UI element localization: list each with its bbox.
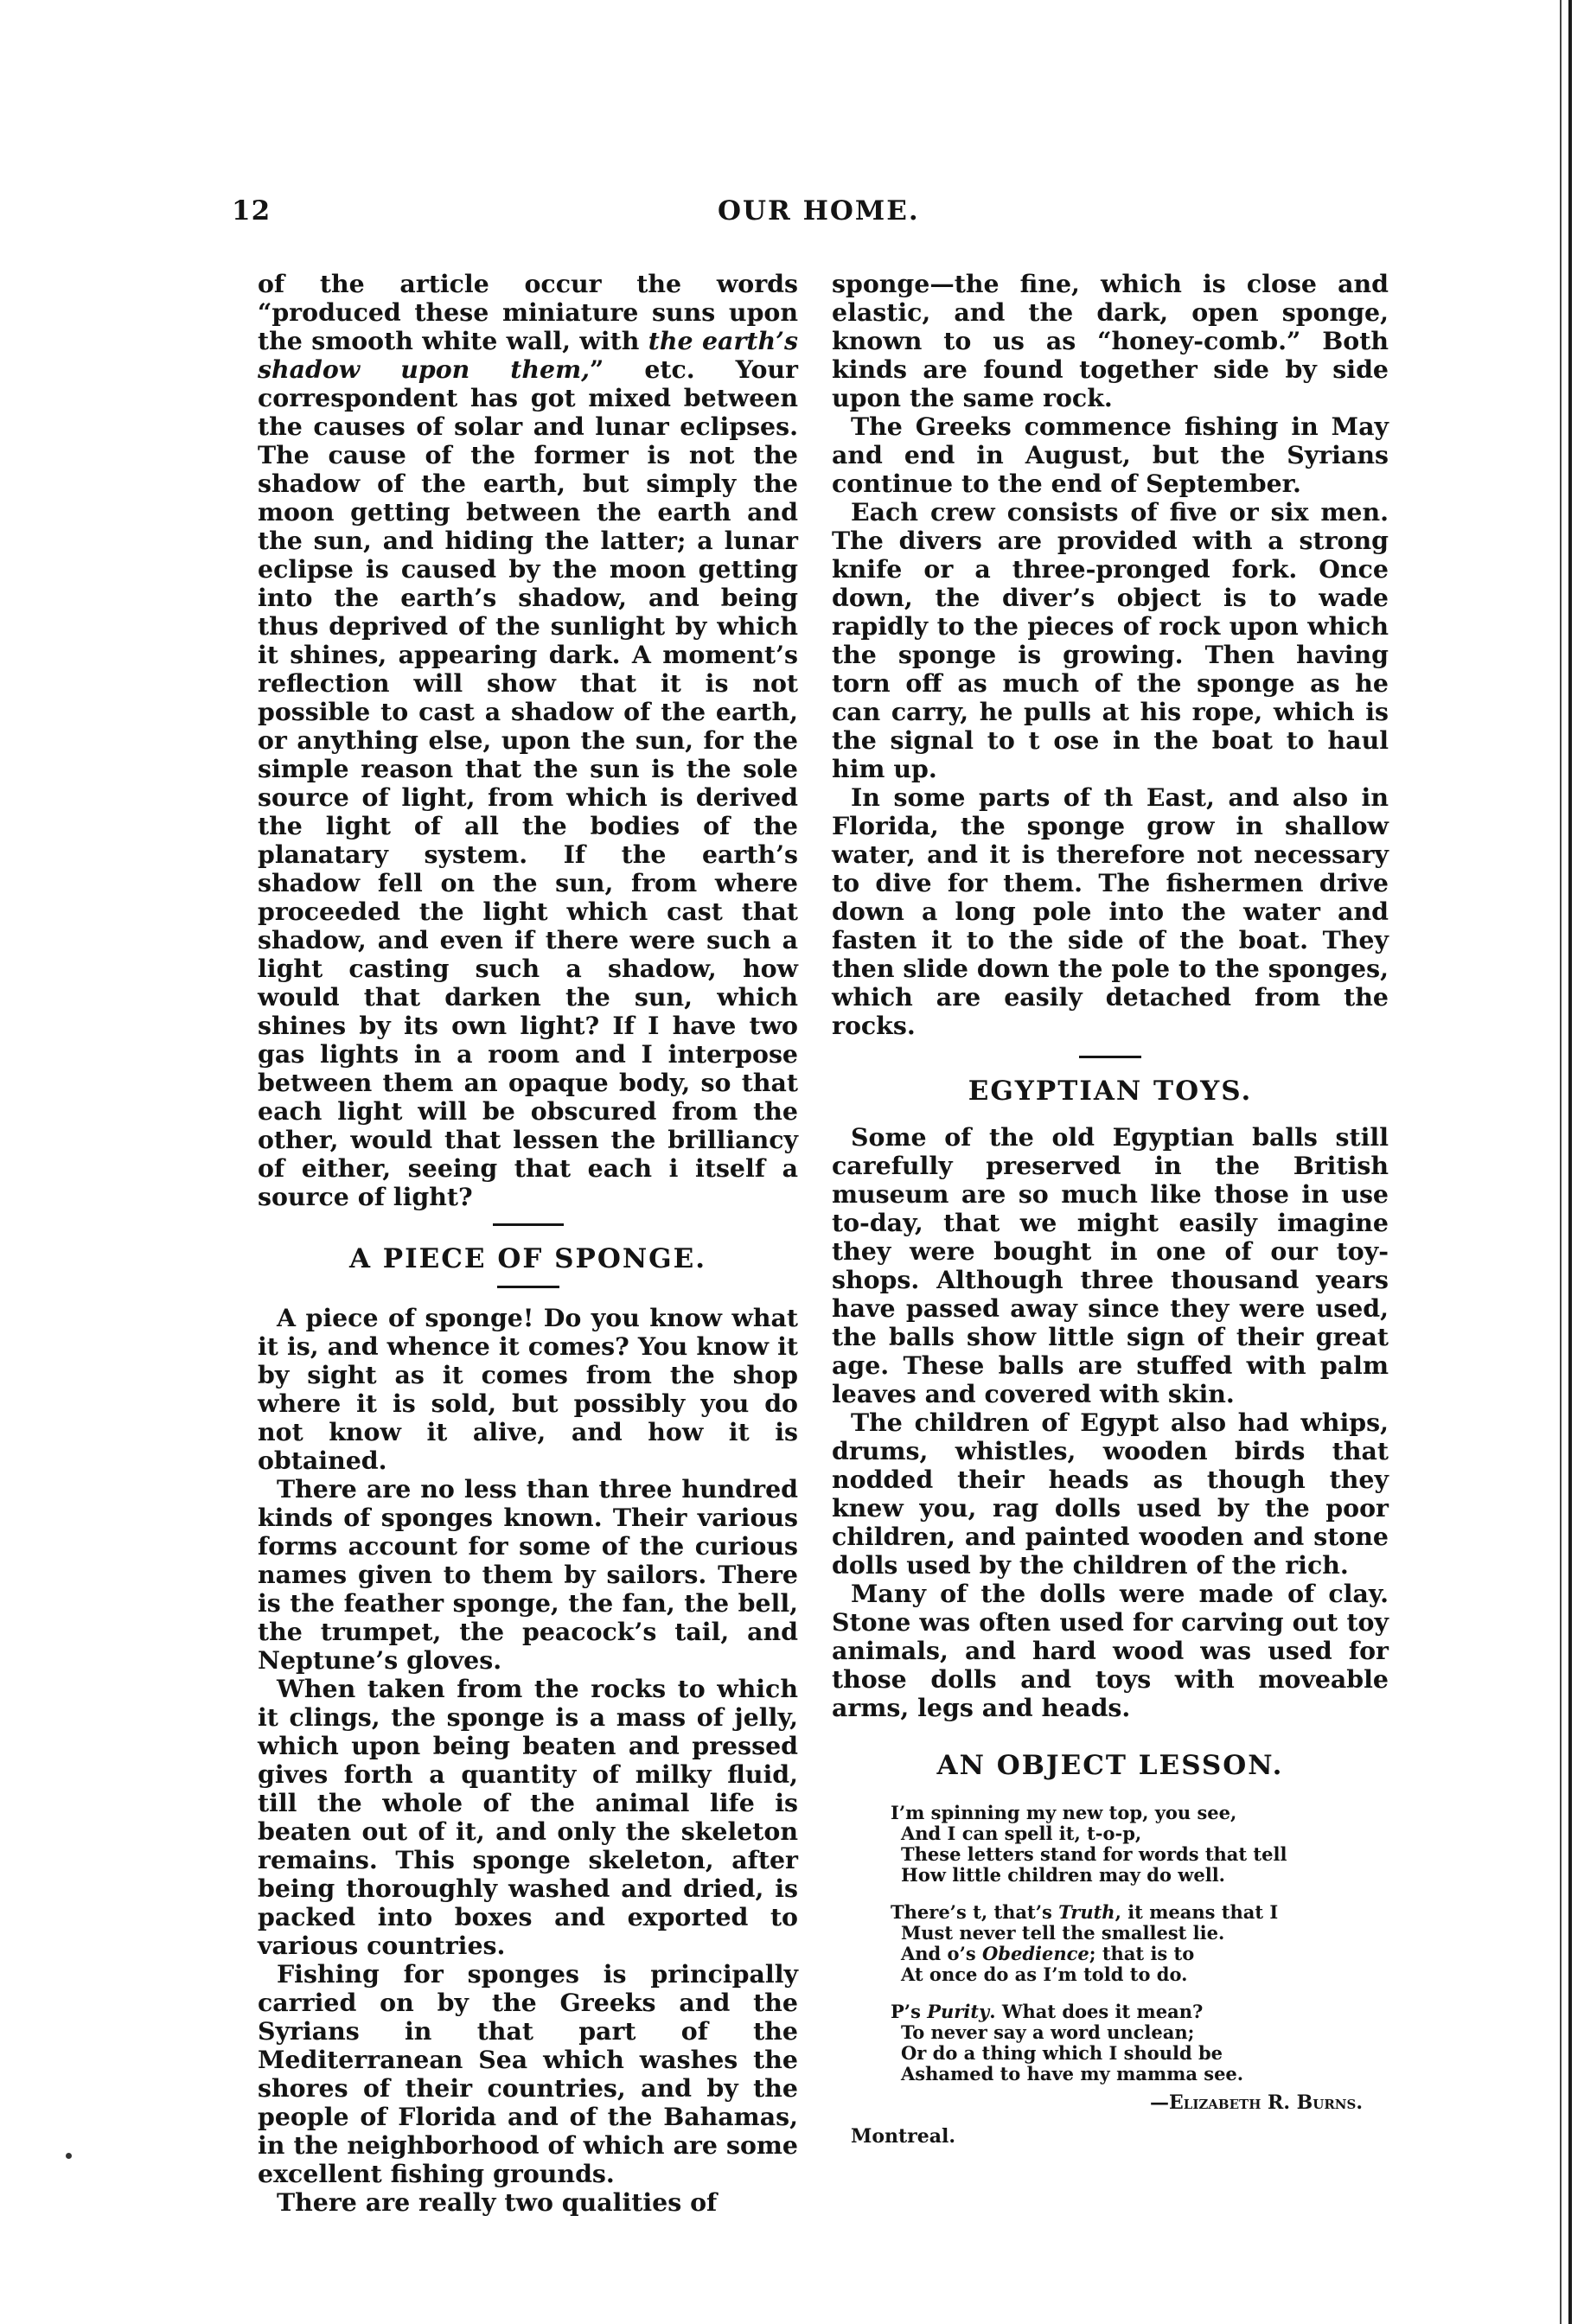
intro-paragraph [258,270,798,1211]
poem-line: These letters stand for words that tell [901,1843,1287,1865]
intro-text-end: ” etc. Your correspondent has got mixed between the causes of solar and lunar eclipses. The cause of the former is not the shadow of the earth, but simply the moon getting between the earth and the sun, and hiding the latter; a lunar eclipse is caused by the moon getting into the earth’s shadow, and being thus deprived of the sunlight by which it shines, appearing dark. A moment’s reflection will show that it is not possible to cast a shadow of the earth, or anything else, upon the sun, for the simple reason that the sun is the sole source of light, from which is derived the light of all the bodies of the planatary system. If the earth’s shadow fell on the sun, from where proceeded the light which cast that shadow, and even if there were such a light casting such a shadow, how would that darken the sun, which shines by its own light? If I have two gas lights in a room and I interpose between them an opaque body, so that each light will be obscured from the other, would that lessen the brilliancy of either, seeing that each i itself a source of light? [258,354,798,1211]
page-edge-thin-rule [1560,0,1562,2324]
poem-stanza [891,1803,1389,1886]
poem-line: Or do a thing which I should be [901,2042,1223,2064]
running-title: OUR HOME. [718,195,920,227]
page-edge-rule [1568,0,1572,2324]
poem-stanza [891,2002,1389,2085]
section-divider [1079,1056,1141,1058]
sponge-paragraph: A piece of sponge! Do you know what it is, and whence it comes? You know it by sight as it comes from the shop where it is sold, but possibly you do not know it alive, and how it is obtained. [258,1303,798,1475]
poem-text: , it means that I [1115,1901,1279,1923]
poem-text: And o’s [901,1943,983,1964]
poem-text: P’s [891,2001,928,2022]
poem-line [891,1944,1389,1964]
intro-text-italic: the earth’s shadow upon them, [258,326,798,384]
ink-speck [66,2153,72,2159]
poem-line: How little children may do well. [901,1864,1225,1886]
toys-paragraph: Many of the dolls were made of clay. Stone was often used for carving out toy animals, and hard wood was used for those dolls and toys with moveable arms, legs and heads. [832,1579,1389,1722]
section-divider [493,1223,564,1226]
heading-underline [497,1286,559,1288]
page-number: 12 [232,195,271,227]
poem-line: At once do as I’m told to do. [901,1963,1188,1985]
left-column [258,270,798,2217]
poem-text: There’s t, that’s [891,1901,1059,1923]
sponge-paragraph: Fishing for sponges is principally carried on by the Greeks and the Syrians in that part of the Mediterranean Sea which washes the shores of their countries, and by the people of Florida and of the Bahamas, in the neighborhood of which are some excellent fishing grounds. [258,1959,798,2188]
poem-italic-word: Truth [1058,1901,1115,1923]
right-column [832,270,1389,2151]
poem-signature: —Elizabeth R. Burns. [1150,2091,1363,2114]
sponge-paragraph: When taken from the rocks to which it clings, the sponge is a mass of jelly, which upon being beaten and pressed gives forth a quantity of milky fluid, till the whole of the animal life is beaten out of it, and only the skeleton remains. This sponge skeleton, after being thoroughly washed and dried, is packed into boxes and exported to various countries. [258,1674,798,1960]
sponge-continued-paragraph: sponge—the fine, which is close and elastic, and the dark, open sponge, known to us as “honey-comb.” Both kinds are found together side by side upon the same rock. [832,269,1389,412]
sponge-continued-paragraph: Each crew consists of five or six men. The divers are provided with a strong knife or a three-pronged fork. Once down, the diver’s object is to wade rapidly to the pieces of rock upon which the sponge is growing. Then having torn off as much of the sponge as he can carry, he pulls at his rope, which is the signal to t ose in the boat to haul him up. [832,497,1389,783]
poem-line: And I can spell it, t-o-p, [901,1823,1142,1844]
poem-italic-word: Purity [927,2001,990,2022]
sponge-heading: A PIECE OF SPONGE. [348,1243,707,1274]
toys-heading: EGYPTIAN TOYS. [968,1076,1253,1107]
poem-text: . What does it mean? [989,2001,1204,2022]
poem-italic-word: Obedience [982,1943,1089,1964]
poem-place: Montreal. [851,2125,956,2148]
object-lesson-poem [891,1803,1389,2085]
sponge-continued-paragraph: In some parts of th East, and also in Florida, the sponge grow in shallow water, and it is therefore not necessary to dive for them. The fishermen drive down a long pole into the water and fasten it to the side of the boat. They then slide down the pole to the sponges, which are easily detached from the rocks. [832,782,1389,1040]
poem-line: Ashamed to have my mamma see. [901,2063,1244,2085]
lesson-heading: AN OBJECT LESSON. [936,1750,1284,1781]
poem-line: I’m spinning my new top, you see, [891,1802,1237,1823]
sponge-continued-paragraph: The Greeks commence fishing in May and end in August, but the Syrians continue to the end of September. [832,412,1389,498]
poem-stanza [891,1902,1389,1985]
toys-paragraph: The children of Egypt also had whips, drums, whistles, wooden birds that nodded their heads as though they knew you, rag dolls used by the poor children, and painted wooden and stone dolls used by the children of the rich. [832,1408,1389,1580]
toys-paragraph: Some of the old Egyptian balls still carefully preserved in the British museum are so much like those in use to-day, that we might easily imagine they were bought in one of our toy-shops. Although three thousand years have passed away since they were used, the balls show little sign of their great age. These balls are stuffed with palm leaves and covered with skin. [832,1122,1389,1408]
poem-line [891,2002,1389,2022]
intro-text-start: of the article occur the words “produced these miniature suns upon the smooth white wall, with [258,269,798,355]
poem-text: ; that is to [1089,1943,1195,1964]
poem-line: Must never tell the smallest lie. [901,1922,1225,1944]
sponge-paragraph: There are really two qualities of [277,2187,718,2217]
sponge-paragraph: There are no less than three hundred kinds of sponges known. Their various forms account for some of the curious names given to them by sailors. There is the feather sponge, the fan, the bell, the trumpet, the peacock’s tail, and Neptune’s gloves. [258,1474,798,1675]
poem-line: To never say a word unclean; [901,2021,1195,2043]
poem-line [891,1902,1389,1923]
